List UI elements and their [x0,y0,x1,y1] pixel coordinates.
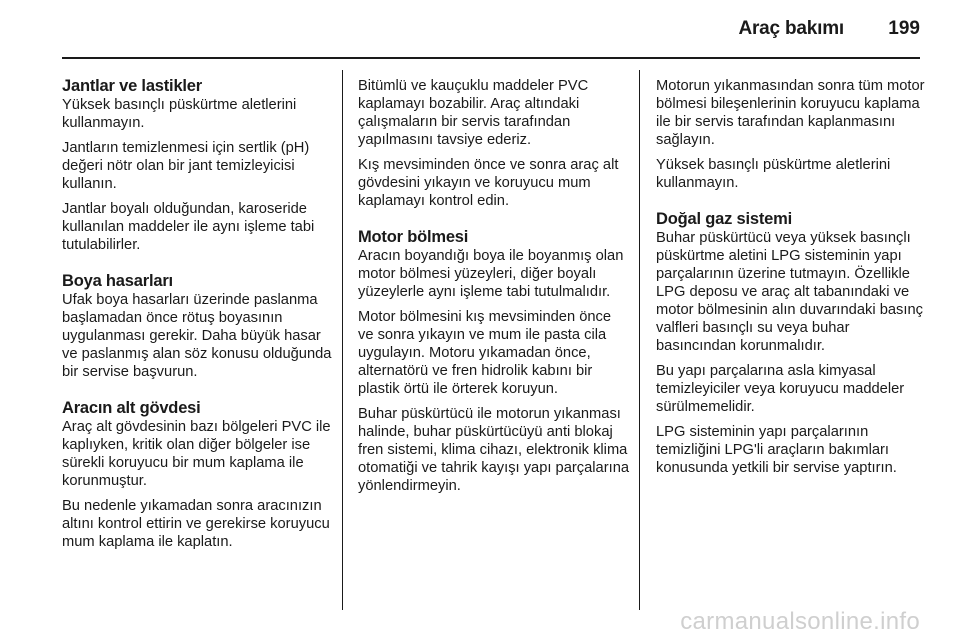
section-engine-continued [656,77,926,192]
paragraph: Kış mevsiminden önce ve sonra araç alt gövdesini yıkayın ve koruyucu mum kaplamayı kontrol edin. [358,157,619,209]
section-natural-gas-system [656,210,926,477]
section-heading: Doğal gaz sistemi [656,210,792,228]
page-header [62,18,920,48]
paragraph: Motor bölmesini kış mevsiminden önce ve sonra yıkayın ve mum ile pasta cila uygulayın. Motoru yıkamadan önce, alternatörü ve fren hidrolik kabını bir plastik örtü ile örterek koruyun. [358,309,612,397]
paragraph: Ufak boya hasarları üzerinde paslanma başlamadan önce rötuş boyasının uygulanması gerekir. Daha büyük hasar ve paslanmış alan söz konusu olduğunda bir servise başvurun. [62,292,332,380]
column-2 [358,77,630,513]
paragraph: Bitümlü ve kauçuklu maddeler PVC kaplamayı bozabilir. Araç altındaki çalışmaların bir servis tarafından yapılmasını tavsiye ederiz. [358,78,589,148]
column-divider-1 [342,70,343,610]
paragraph: Aracın boyandığı boya ile boyanmış olan motor bölmesi yüzeyleri, diğer boyalı yüzeylerle aynı işleme tabi tutulmalıdır. [358,248,624,300]
paragraph: Jantlar boyalı olduğundan, karoseride kullanılan maddeler ile aynı işleme tabi tutulabilirler. [62,201,315,253]
section-underbody [62,399,332,551]
page-title: Araç bakımı [738,18,844,39]
column-divider-2 [639,70,640,610]
column-1 [62,77,332,569]
section-heading: Motor bölmesi [358,228,469,246]
section-heading: Boya hasarları [62,272,173,290]
page-number: 199 [888,18,920,39]
section-underbody-continued [358,77,630,210]
header-rule [62,57,920,59]
paragraph: LPG sisteminin yapı parçalarının temizliğini LPG'li araçların bakımları konusunda yetkili bir servise yaptırın. [656,424,897,476]
watermark: carmanualsonline.info [680,608,920,635]
paragraph: Jantların temizlenmesi için sertlik (pH) değeri nötr olan bir jant temizleyicisi kullanın. [62,140,310,192]
paragraph: Bu yapı parçalarına asla kimyasal temizleyiciler veya koruyucu maddeler sürülmemelidir. [656,363,905,415]
section-engine-compartment [358,228,630,495]
paragraph: Yüksek basınçlı püskürtme aletlerini kullanmayın. [62,97,297,131]
paragraph: Buhar püskürtücü ile motorun yıkanması halinde, buhar püskürtücüyü anti blokaj fren sistemi, klima cihazı, elektronik klima otomatiği ve tahrik kayışı yapı parçalarına yönlendirmeyin. [358,406,630,494]
paragraph: Buhar püskürtücü veya yüksek basınçlı püskürtme aletini LPG sisteminin yapı parçalarının üzerine tutmayın. Özellikle LPG deposu ve araç alt tabanındaki ve motor bölmesinin alın duvarındaki basınç valfleri basınçlı su veya buhar basıncından korunmalıdır. [656,230,923,354]
paragraph: Bu nedenle yıkamadan sonra aracınızın altını kontrol ettirin ve gerekirse koruyucu mum kaplama ile kaplatın. [62,498,330,550]
section-paint-damage [62,272,332,381]
paragraph: Yüksek basınçlı püskürtme aletlerini kullanmayın. [656,157,891,191]
section-heading: Jantlar ve lastikler [62,77,203,95]
paragraph: Araç alt gövdesinin bazı bölgeleri PVC ile kaplıyken, kritik olan diğer bölgeler ise sürekli koruyucu bir mum kaplama ile korunmuştur. [62,419,331,489]
column-3 [656,77,926,495]
section-heading: Aracın alt gövdesi [62,399,201,417]
paragraph: Motorun yıkanmasından sonra tüm motor bölmesi bileşenlerinin koruyucu kaplama ile bir servis tarafından kaplanmasını sağlayın. [656,78,925,148]
section-wheels-tyres [62,77,332,254]
